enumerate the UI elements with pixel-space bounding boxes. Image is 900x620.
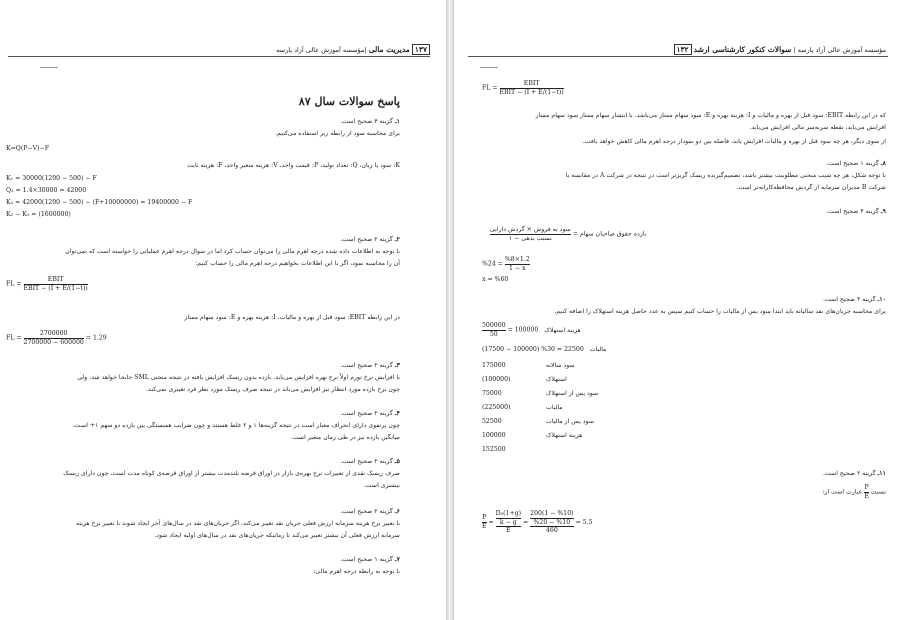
- q3-line1: با افزایش نرخ تورم اولاً نرخ بهره افزایش می‌یابد. بازده بدون ریسک افزایش یافته در نتیجه منحنی SML جابجا خواهد شد، ولی: [77, 374, 400, 381]
- q9-heading: ۹ـ گزینه ۴ صحیح است.: [826, 208, 886, 215]
- fl-formula: FL = $\frac{\text{EBIT}}{\text{EBIT − (I + E/(1−t))}}$: [482, 80, 564, 96]
- q10-row-value: 75000: [482, 390, 502, 397]
- right-page: [454, 0, 900, 620]
- q10-row-label: مالیات: [546, 404, 563, 411]
- q5-line1: صرف ریسک نقدی از تغییرات نرخ بهره‌ی بازار در اوراق قرضه بلندمدت بیشتر از اوراق قرضه‌ی کوتاه مدت است، چون دارای ریسک: [63, 470, 400, 477]
- q1-formula-2: K₁ = 30000(1200 − 500) − F: [6, 175, 97, 182]
- q1-formula-3: Q₂ = 1.4×30000 = 42000: [6, 187, 87, 194]
- q10-depreciation: $\frac{500000}{50}$ = 100000 هزینه استهلاک: [482, 322, 581, 338]
- q10-row-label: سود پس از استهلاک: [546, 390, 599, 397]
- right-page-number: ۱۳۲: [674, 44, 692, 55]
- right-header-rule: [468, 56, 888, 57]
- q6-line2: سرمایه ارزش فعلی آن بیشتر تغییر می‌کند تا زمانیکه جریان‌های نقد در سال‌های اولیه ایجاد شود.: [154, 532, 400, 539]
- left-publisher: |مؤسسه آموزش عالی آزاد پارسه: [276, 46, 367, 54]
- q10-row-value: 175000: [482, 362, 506, 369]
- right-book-title: سوالات کنکور کارشناسی ارشد: [693, 45, 792, 54]
- q8-line1: با توجه شکل، هر چه شیب منحنی مطلوبیت بیشتر باشد، تصمیم‌گیرنده ریسک گریزتر است در نتیجه در شرکت A در مقایسه با: [565, 172, 886, 179]
- q11-heading: ۱۱ـ گزینه ۲ صحیح است.: [822, 470, 886, 477]
- q7-heading: ۷ـ گزینه ۱ صحیح است.: [340, 556, 400, 563]
- p1-line3: از سوی دیگر، هر چه سود قبل از بهره و مالیات افزایش یابد، فاصله بین دو نمودار درجه اهرم مالی کاهش خواهد یافت.: [582, 138, 886, 145]
- q1-line1: برای محاسبه سود از رابطه زیر استفاده می‌کنیم.: [275, 130, 400, 137]
- q10-line1: برای محاسبه جریان‌های نقد سالیانه باید ابتدا سود پس از مالیات را حساب کنیم سپس به عدد حاصل هزینه استهلاک را اضافه کنیم.: [554, 308, 886, 315]
- q1-line2: K: سود یا زیان، Q: تعداد تولید، P: قیمت واحد، V: هزینه متغیر واحد، F: هزینه ثابت: [187, 162, 400, 169]
- p1-line1: که در این رابطه EBIT: سود قبل از بهره و مالیات و I: هزینه بهره و E: سود سهام ممتاز می‌باشد. با انتشار سهام ممتاز سود سهام ممتاز: [535, 112, 886, 119]
- q2-fl-formula: FL = $\frac{\text{EBIT}}{\text{EBIT − (I + E/(1−t))}}$: [6, 276, 88, 292]
- q1-formula-5: K₂ − K₁ = (1600000): [6, 211, 71, 218]
- q5-line2: بیشتری است.: [363, 482, 400, 489]
- q10-row-value: 52500: [482, 418, 502, 425]
- left-header-rule: [8, 56, 430, 57]
- q10-row-label: هزینه استهلاک: [546, 432, 583, 439]
- q10-row-value: (100000): [482, 376, 511, 383]
- q9-calc-formula: %24 = $\frac{\%8\times 1.2}{1 - x}$: [482, 256, 530, 272]
- q6-line1: با تغییر نرخ هزینه سرمایه ارزش فعلی جریان نقد تغییر می‌کند، اگر جریان‌های نقد در سال‌های آخر ایجاد شوند با تغییر نرخ هزینه: [76, 520, 400, 527]
- q9-roe-formula: بازده حقوق صاحبان سهام = $\frac{\text{سود به فروش × گردش دارایی}}{\text{نسبت بدهی − ۱}}$: [490, 226, 647, 242]
- q2-line2: آن را محاسبه نمود، اگر با این اطلاعات بخواهیم درجه اهرم مالی را حساب کنیم:: [195, 260, 400, 267]
- right-publisher: مؤسسه آموزش عالی آزاد پارسه |: [793, 46, 886, 54]
- q2-line3: در این رابطه EBIT: سود قبل از بهره و مالیات، I: هزینه بهره و E: سود سهام ممتاز: [184, 314, 400, 321]
- left-page: [0, 0, 446, 620]
- left-header: [276, 44, 430, 55]
- q2-line1: با توجه به اطلاعات داده شده درجه اهرم مالی را می‌توان حساب کرد اما در سوال درجه اهرم عملیاتی را خواسته است که نمی‌توان: [65, 248, 400, 255]
- q10-row-value: 152500: [482, 446, 506, 453]
- q4-heading: ۴ـ گزینه ۲ صحیح است.: [340, 410, 400, 417]
- q4-line1: چون پرتفوی دارای انحراف معیار است در نتیجه گزینه‌ها ۱ و ۲ غلط هستند و چون ضرایب همبستگی بین بازده دو سهم ۱+ است،: [72, 422, 400, 429]
- q1-heading: ۱ـ گزینه ۴ صحیح است.: [340, 118, 400, 125]
- q3-line2: چون نرخ بازده مورد انتظار نیز افزایش می‌یابد در نتیجه صرف ریسک مورد نظر فرد تغییری نمی‌کند.: [146, 386, 400, 393]
- q9-result: x = %60: [482, 276, 509, 283]
- book-gutter: [446, 0, 454, 620]
- right-header: [674, 44, 887, 55]
- q10-row-value: 100000: [482, 432, 506, 439]
- q2-heading: ۲ـ گزینه ۲ صحیح است.: [340, 236, 400, 243]
- q11-pe-formula: $\frac{P}{E}$ = $\frac{\frac{\text{D₀(1+g)}}{k - g}}{E}$ = $\frac{\frac{200(1 - \%10)}{\%20 - \%10}}{460}$ = 5.5: [482, 510, 593, 534]
- q4-line2: میانگین بازده نیز در طی زمان متغیر است.: [290, 434, 400, 441]
- q6-heading: ۶ـ گزینه ۲ صحیح است.: [340, 508, 400, 515]
- q10-row-label: سود پس از مالیات: [546, 418, 595, 425]
- p1-line2: افزایش می‌یابد، نقطه سربه‌سر مالی افزایش می‌یابد.: [749, 124, 886, 131]
- q2-calc-formula: FL = $\frac{2700000}{2700000 - 600000}$ = 1.29: [6, 330, 107, 346]
- q10-row-label: استهلاک: [546, 376, 567, 383]
- q10-tax: (17500 − 100000) %30 = 22500 مالیات: [482, 346, 607, 353]
- q8-heading: ۸ـ گزینه ۱ صحیح است.: [826, 160, 886, 167]
- left-page-title: پاسخ سوالات سال ۸۷: [298, 95, 400, 108]
- q10-row-label: سود سالانه: [546, 362, 575, 369]
- q1-formula-4: K₂ = 42000(1200 − 500) − (F+10000000) = 19400000 − F: [6, 199, 193, 206]
- left-page-number: ۱۳۷: [412, 44, 430, 55]
- q10-heading: ۱۰ـ گزینه ۴ صحیح است.: [822, 296, 886, 303]
- q1-formula-1: K=Q(P−V)−F: [6, 145, 50, 152]
- q7-line1: با توجه به رابطه درجه اهرم مالی:: [313, 568, 400, 575]
- q10-row-value: (225000): [482, 404, 511, 411]
- right-dash-mark: [480, 67, 498, 68]
- left-dash-mark: [40, 67, 58, 68]
- q5-heading: ۵ـ گزینه ۲ صحیح است.: [340, 458, 400, 465]
- q8-line2: شرکت B مدیران سرمایه از گردش محافظه‌کارانه‌تر است.: [736, 184, 886, 191]
- q3-heading: ۳ـ گزینه ۲ صحیح است.: [340, 362, 400, 369]
- q11-line1: نسبت $\frac{P}{E}$ عبارت است از:: [822, 484, 886, 500]
- left-book-title: مدیریت مالی: [368, 45, 410, 54]
